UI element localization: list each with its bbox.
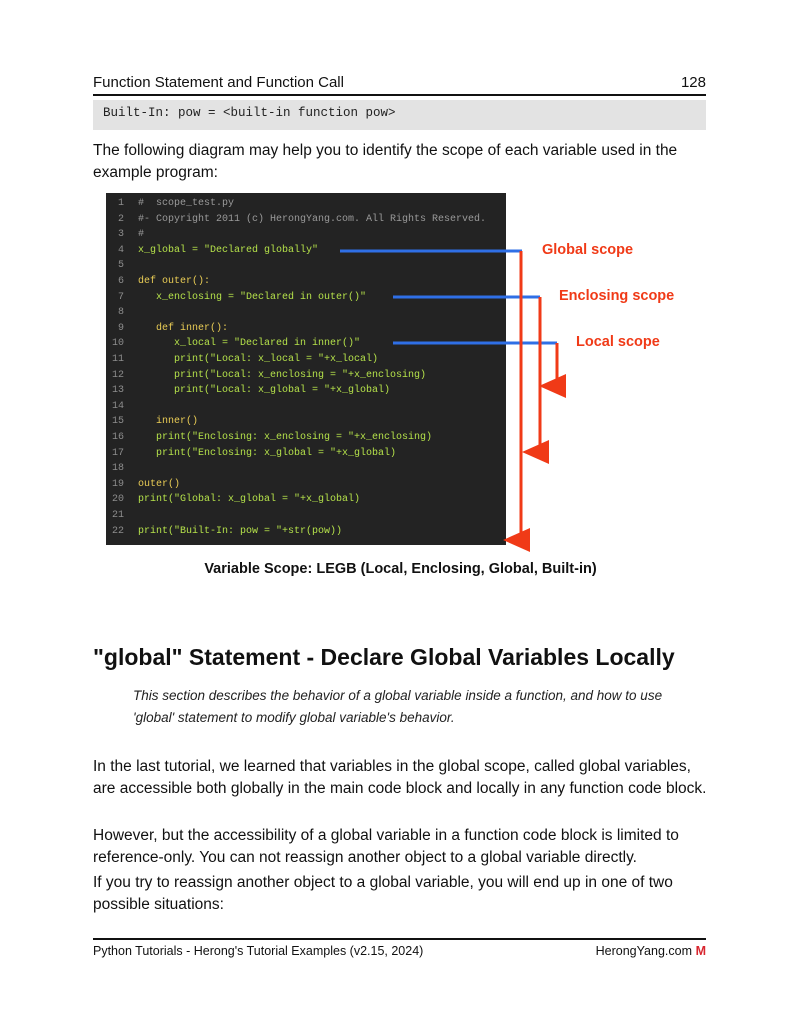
- section-heading: "global" Statement - Declare Global Variables Locally: [93, 644, 675, 670]
- footer-site-name: HerongYang.com: [595, 944, 692, 958]
- code-text: print("Built-In: pow = "+str(pow)): [138, 525, 343, 537]
- body-paragraph-3: If you try to reassign another object to a global variable, you will end up in one of two possible situations:: [93, 874, 673, 913]
- line-number: 20: [111, 494, 124, 506]
- line-number: 13: [111, 385, 124, 397]
- line-number: 16: [111, 432, 124, 443]
- code-text: #: [138, 229, 145, 241]
- global-scope-label: Global scope: [542, 242, 634, 258]
- line-number: 10: [111, 338, 124, 350]
- line-number: 19: [111, 478, 124, 490]
- code-text: print("Local: x_enclosing = "+x_enclosing): [138, 369, 427, 381]
- line-number: 1: [117, 198, 124, 209]
- line-number: 22: [111, 525, 124, 537]
- figure-caption: Variable Scope: LEGB (Local, Enclosing, Global, Built-in): [204, 561, 597, 577]
- line-number: 14: [111, 400, 124, 412]
- line-number: 18: [111, 463, 124, 475]
- line-number: 5: [117, 260, 124, 272]
- page-number: 128: [680, 74, 706, 91]
- code-text: print("Global: x_global = "+x_global): [138, 494, 361, 506]
- enclosing-scope-label: Enclosing scope: [559, 288, 675, 304]
- code-text: x_enclosing = "Declared in outer()": [138, 291, 367, 303]
- code-text: print("Local: x_global = "+x_global): [138, 385, 391, 397]
- code-text: print("Enclosing: x_enclosing = "+x_enclosing): [138, 432, 433, 443]
- line-number: 7: [117, 291, 124, 303]
- line-number: 3: [117, 229, 124, 241]
- code-output-text: Built-In: pow = <built-in function pow>: [103, 106, 396, 120]
- line-number: 4: [117, 244, 124, 256]
- line-number: 21: [111, 510, 124, 521]
- line-number: 2: [117, 213, 124, 225]
- line-number: 9: [117, 322, 124, 334]
- code-text: def inner():: [138, 322, 229, 334]
- footer-book-title: Python Tutorials - Herong's Tutorial Examples (v2.15, 2024): [93, 944, 424, 958]
- code-text: print("Local: x_local = "+x_local): [138, 354, 379, 365]
- line-number: 6: [117, 276, 124, 287]
- code-text: x_global = "Declared globally": [138, 244, 319, 256]
- line-number: 15: [111, 416, 124, 428]
- code-text: x_local = "Declared in inner()": [138, 338, 361, 350]
- chapter-title: Function Statement and Function Call: [93, 74, 344, 91]
- line-number: 17: [111, 447, 124, 459]
- page-footer: [93, 938, 706, 960]
- code-text: def outer():: [138, 276, 211, 287]
- code-text: print("Enclosing: x_global = "+x_global): [138, 447, 397, 459]
- code-text: outer(): [138, 478, 181, 490]
- code-text: # scope_test.py: [138, 198, 235, 209]
- footer-logo-mark: M: [695, 944, 706, 958]
- body-paragraph-1: In the last tutorial, we learned that variables in the global scope, called global variables, are accessible both globally in the main code block and locally in any function code block.: [93, 758, 707, 797]
- intro-paragraph: The following diagram may help you to identify the scope of each variable used in the example program:: [93, 142, 678, 181]
- code-text: inner(): [138, 416, 199, 428]
- section-abstract: This section describes the behavior of a global variable inside a function, and how to use 'global' statement to modify global variable's behavior.: [133, 688, 663, 725]
- local-scope-label: Local scope: [576, 334, 660, 350]
- body-paragraph-2: However, but the accessibility of a global variable in a function code block is limited to reference-only. You can not reassign another object to a global variable directly.: [93, 827, 679, 866]
- line-number: 11: [111, 354, 124, 365]
- line-number: 12: [111, 369, 124, 381]
- code-text: #- Copyright 2011 (c) HerongYang.com. All Rights Reserved.: [138, 213, 487, 225]
- line-number: 8: [117, 307, 124, 319]
